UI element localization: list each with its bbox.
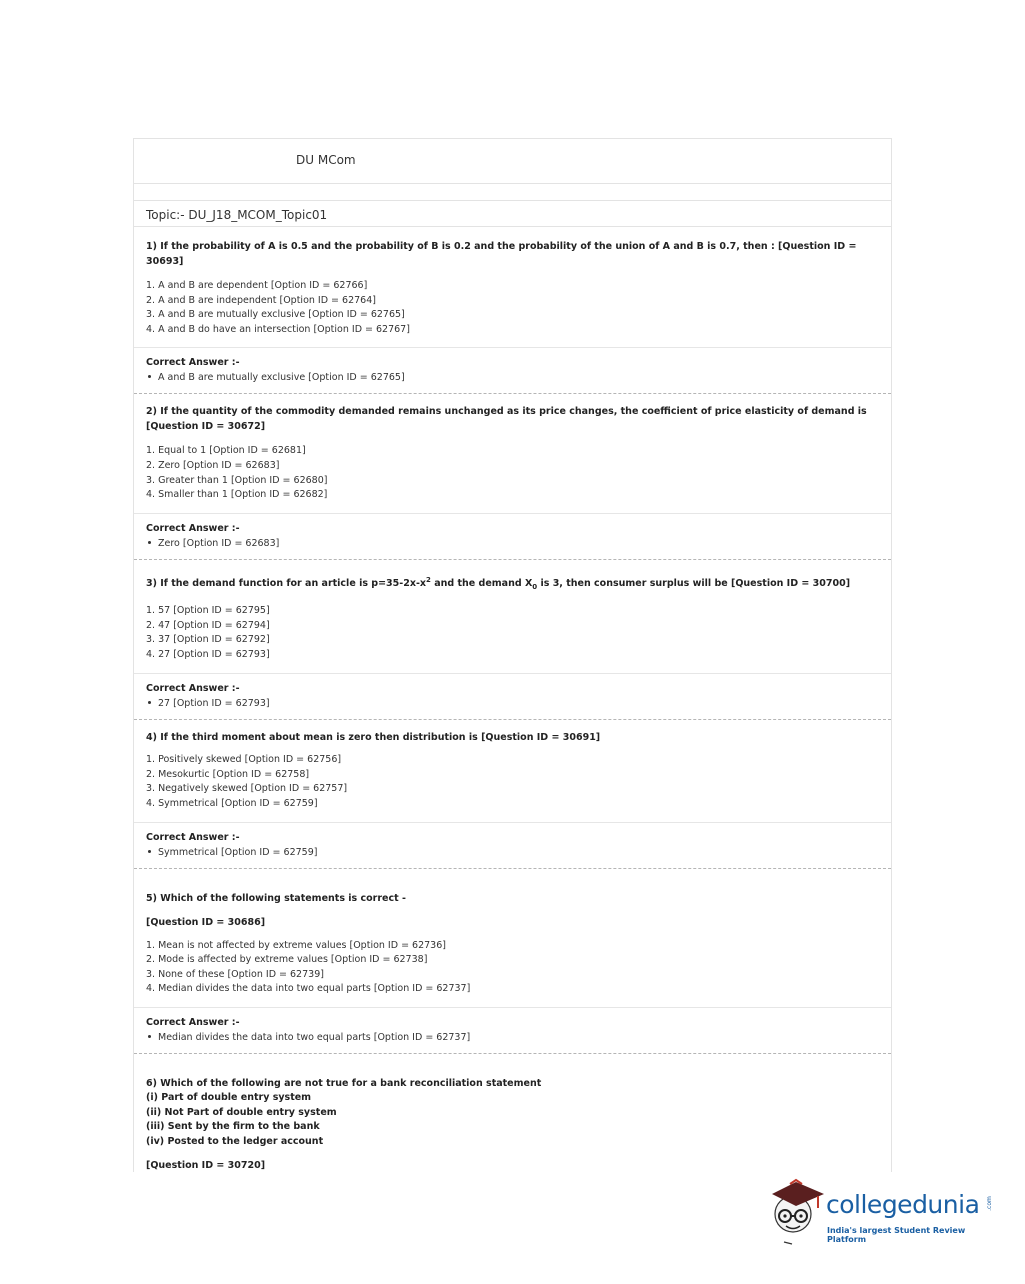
question-1 xyxy=(134,227,891,394)
question-3 xyxy=(134,560,891,720)
answer-label: Correct Answer :- xyxy=(146,1016,240,1028)
option-item: 1. A and B are dependent [Option ID = 62766] xyxy=(146,280,368,291)
option-item: 2. Zero [Option ID = 62683] xyxy=(146,459,280,471)
correct-answer: Zero [Option ID = 62683] xyxy=(146,536,879,552)
question-text: 1) If the probability of A is 0.5 and the probability of B is 0.2 and the probability of the union of A and B is 0.7, then : [Question ID = 30693] xyxy=(146,241,857,267)
answer-section xyxy=(134,822,891,861)
question-text: 2) If the quantity of the commodity demanded remains unchanged as its price changes, the coefficient of price elasticity of demand is [Question ID = 30672] xyxy=(146,406,867,432)
question-id: [Question ID = 30686] xyxy=(146,917,266,929)
option-list xyxy=(146,604,879,662)
collegedunia-logo xyxy=(766,1178,996,1248)
answer-label: Correct Answer :- xyxy=(146,357,240,369)
answer-label: Correct Answer :- xyxy=(146,522,240,534)
question-6 xyxy=(134,1054,891,1172)
correct-answer: Median divides the data into two equal parts [Option ID = 62737] xyxy=(146,1030,879,1046)
question-2 xyxy=(134,394,891,559)
option-item: 2. A and B are independent [Option ID = 62764] xyxy=(146,294,376,306)
correct-answer: 27 [Option ID = 62793] xyxy=(146,696,879,712)
bullet-icon xyxy=(148,1035,151,1038)
question-text: 6) Which of the following are not true for a bank reconciliation statement xyxy=(146,1077,542,1089)
statement-item: (iv) Posted to the ledger account xyxy=(146,1135,324,1147)
question-4 xyxy=(134,720,891,869)
option-list xyxy=(146,939,879,997)
question-id: [Question ID = 30720] xyxy=(146,1160,266,1172)
mascot-icon xyxy=(766,1178,828,1248)
option-item: 4. 27 [Option ID = 62793] xyxy=(146,649,270,661)
option-item: 3. None of these [Option ID = 62739] xyxy=(146,968,324,980)
option-list xyxy=(146,279,879,337)
option-item: 3. 37 [Option ID = 62792] xyxy=(146,634,270,646)
option-item: 1. Mean is not affected by extreme values [Option ID = 62736] xyxy=(146,939,446,951)
statement-item: (iii) Sent by the firm to the bank xyxy=(146,1121,320,1133)
correct-answer: Symmetrical [Option ID = 62759] xyxy=(146,845,879,861)
answer-section xyxy=(134,347,891,386)
question-5 xyxy=(134,869,891,1054)
header-spacer xyxy=(134,184,891,201)
option-item: 4. Median divides the data into two equal parts [Option ID = 62737] xyxy=(146,983,471,995)
paper-header xyxy=(134,139,891,184)
option-item: 1. Equal to 1 [Option ID = 62681] xyxy=(146,445,306,457)
option-item: 1. 57 [Option ID = 62795] xyxy=(146,605,270,617)
question-text: 3) If the demand function for an article is $p=35-2x-x^2$ and the demand $X_0$ is 3, then consumer surplus will be [Question ID = 30700] xyxy=(146,575,851,591)
option-item: 2. Mesokurtic [Option ID = 62758] xyxy=(146,768,310,780)
answer-section xyxy=(134,513,891,552)
bullet-icon xyxy=(148,541,151,544)
bullet-icon xyxy=(148,701,151,704)
option-item: 4. A and B do have an intersection [Option ID = 62767] xyxy=(146,323,410,335)
option-item: 1. Positively skewed [Option ID = 62756] xyxy=(146,754,342,766)
option-item: 3. A and B are mutually exclusive [Option ID = 62765] xyxy=(146,309,405,321)
answer-label: Correct Answer :- xyxy=(146,682,240,694)
brand-tagline: India's largest Student Review Platform xyxy=(827,1226,966,1244)
exam-title: DU MCom xyxy=(296,153,356,167)
option-item: 4. Smaller than 1 [Option ID = 62682] xyxy=(146,489,328,501)
brand-suffix: .com xyxy=(985,1196,993,1211)
question-text: 4) If the third moment about mean is zero then distribution is [Question ID = 30691] xyxy=(146,731,601,743)
bullet-icon xyxy=(148,850,151,853)
option-item: 4. Symmetrical [Option ID = 62759] xyxy=(146,797,318,809)
option-item: 3. Negatively skewed [Option ID = 62757] xyxy=(146,783,348,795)
question-paper xyxy=(133,138,892,1172)
option-list xyxy=(146,753,879,811)
brand-name: collegedunia xyxy=(826,1190,980,1219)
question-text: 5) Which of the following statements is correct - xyxy=(146,892,406,904)
option-item: 2. Mode is affected by extreme values [Option ID = 62738] xyxy=(146,954,428,966)
statement-item: (ii) Not Part of double entry system xyxy=(146,1106,337,1118)
answer-section xyxy=(134,673,891,712)
statement-item: (i) Part of double entry system xyxy=(146,1092,312,1104)
answer-label: Correct Answer :- xyxy=(146,831,240,843)
option-item: 2. 47 [Option ID = 62794] xyxy=(146,619,270,631)
topic-title: Topic:- DU_J18_MCOM_Topic01 xyxy=(134,201,891,227)
bullet-icon xyxy=(148,375,151,378)
answer-section xyxy=(134,1007,891,1046)
option-item: 3. Greater than 1 [Option ID = 62680] xyxy=(146,474,328,486)
correct-answer: A and B are mutually exclusive [Option ID = 62765] xyxy=(146,370,879,386)
option-list xyxy=(146,444,879,502)
